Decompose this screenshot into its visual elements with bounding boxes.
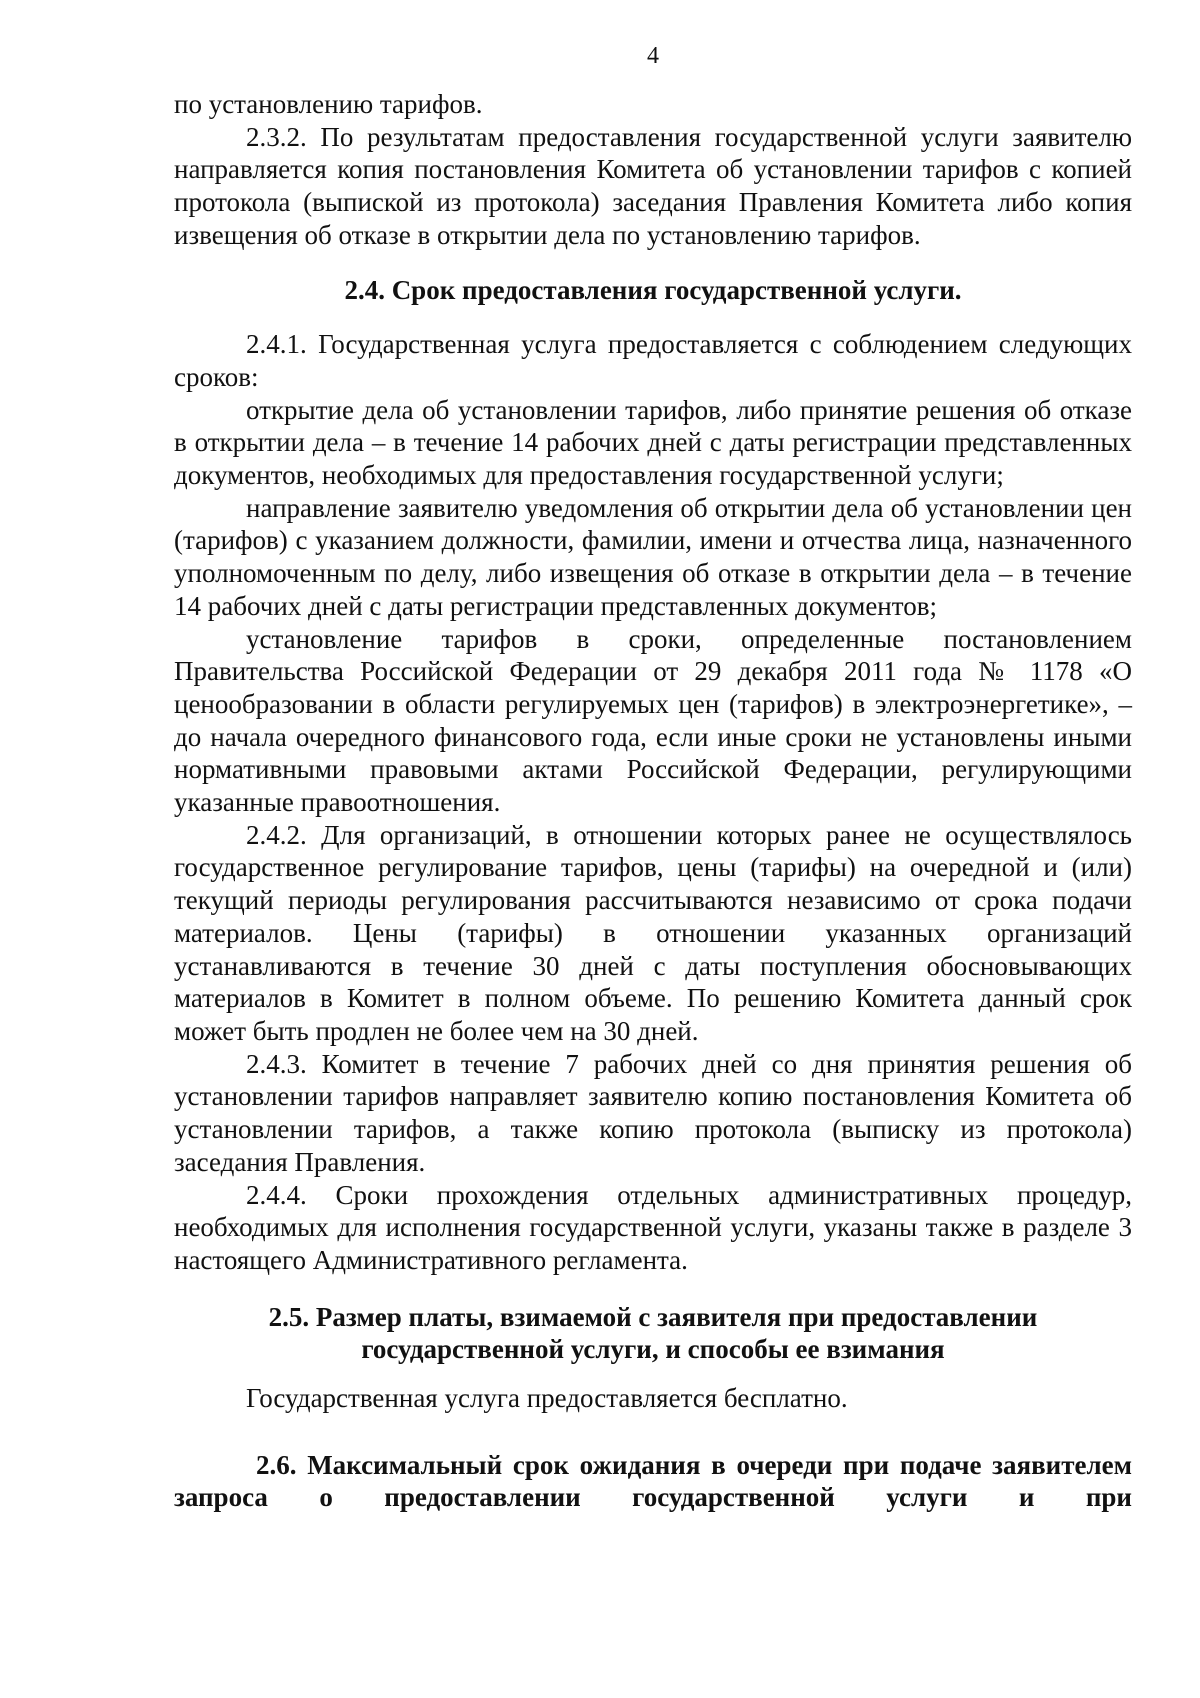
document-page (174, 40, 1132, 1514)
page-number: 4 (647, 43, 659, 69)
section-heading-2-5-line2: государственной услуги, и способы ее взимания (361, 1334, 945, 1365)
paragraph-2-5-free: Государственная услуга предоставляется бесплатно. (246, 1383, 848, 1414)
paragraph-2-3-2: 2.3.2. По результатам предоставления государственной услуги заявителю направляется копия постановления Комитета об установлении тарифов с копией протокола (выпиской из протокола) заседания Правления Комитета либо копия извещения об отказе в открытии дела по установлению тарифов. (174, 121, 1132, 250)
section-heading-2-6: 2.6. Максимальный срок ожидания в очереди при подаче заявителем запроса о предоставлении государственной услуги и при (174, 1449, 1132, 1513)
paragraph-term-tariffs: установление тарифов в сроки, определенные постановлением Правительства Российской Федерации от 29 декабря 2011 года № 1178 «О ценообразовании в области регулируемых цен (тарифов) в электроэнергетике», – до начала очередного финансового года, если иные сроки не установлены иными нормативными правовыми актами Российской Федерации, регулирующими указанные правоотношения. (174, 623, 1132, 818)
paragraph-2-4-1: 2.4.1. Государственная услуга предоставляется с соблюдением следующих сроков: (174, 329, 1132, 392)
paragraph-2-4-3: 2.4.3. Комитет в течение 7 рабочих дней со дня принятия решения об установлении тарифов направляет заявителю копию постановления Комитета об установлении тарифов, а также копию протокола (выписку из протокола) заседания Правления. (174, 1048, 1132, 1177)
section-heading-2-5 (174, 1301, 1132, 1366)
section-heading-2-5-line1: 2.5. Размер платы, взимаемой с заявителя при предоставлении (268, 1301, 1038, 1332)
section-heading-2-4: 2.4. Срок предоставления государственной услуги. (344, 274, 962, 305)
paragraph-2-4-4: 2.4.4. Сроки прохождения отдельных административных процедур, необходимых для исполнения государственной услуги, указаны также в разделе 3 настоящего Административного регламента. (174, 1179, 1132, 1275)
paragraph-term-opening: открытие дела об установлении тарифов, либо принятие решения об отказе в открытии дела – в течение 14 рабочих дней с даты регистрации представленных документов, необходимых для предоставления государственной услуги; (174, 394, 1132, 491)
paragraph-2-4-2: 2.4.2. Для организаций, в отношении которых ранее не осуществлялось государственное регулирование тарифов, цены (тарифы) на очередной и (или) текущий периоды регулирования рассчитываются независимо от срока подачи материалов. Цены (тарифы) в отношении указанных организаций устанавливаются в течение 30 дней с даты поступления обосновывающих материалов в Комитет в полном объеме. По решению Комитета данный срок может быть продлен не более чем на 30 дней. (174, 819, 1132, 1046)
paragraph-continuation: по установлению тарифов. (174, 89, 483, 119)
paragraph-term-notification: направление заявителю уведомления об открытии дела об установлении цен (тарифов) с указанием должности, фамилии, имени и отчества лица, назначенного уполномоченным по делу, либо извещения об отказе в открытии дела – в течение 14 рабочих дней с даты регистрации представленных документов; (174, 492, 1132, 621)
